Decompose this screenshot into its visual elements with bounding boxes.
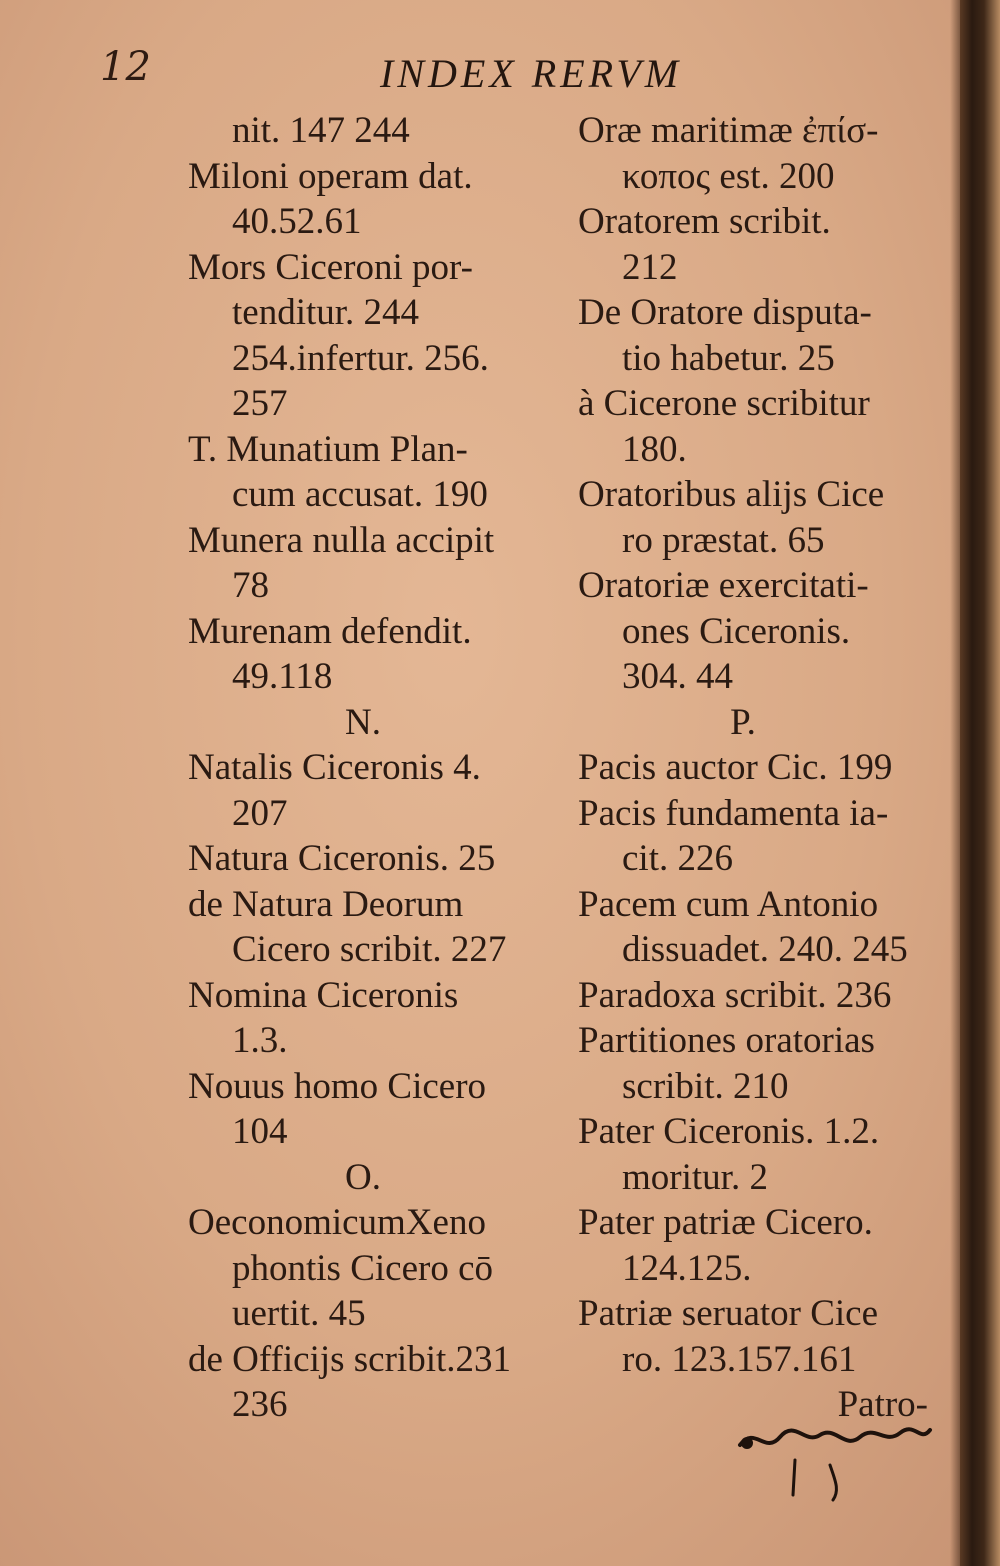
index-line: 257 (232, 383, 288, 424)
index-line: 236 (232, 1384, 288, 1425)
index-line: 124.125. (622, 1247, 752, 1289)
index-line: de Officijs scribit.231 (188, 1338, 512, 1380)
section-letter: P. (730, 701, 756, 743)
index-line: dissuadet. 240. 245 (622, 929, 908, 970)
index-line: ro præstat. 65 (622, 519, 825, 561)
index-line: scribit. 210 (622, 1065, 789, 1107)
index-line: Pater patriæ Cicero. (578, 1202, 873, 1243)
page-number: 12 (100, 44, 151, 90)
index-line: ro. 123.157.161 (622, 1338, 857, 1380)
running-head: INDEX RERVM (380, 51, 683, 96)
index-line: De Oratore disputa- (578, 292, 872, 333)
index-line: Pacis auctor Cic. 199 (578, 747, 893, 788)
index-line: Pater Ciceronis. 1.2. (578, 1111, 880, 1152)
index-line: phontis Cicero cō (232, 1247, 494, 1289)
index-line: Partitiones oratorias (578, 1020, 875, 1061)
index-line: 207 (232, 792, 288, 834)
index-line: uertit. 45 (232, 1293, 366, 1334)
index-line: Oræ maritimæ ἐπίσ- (578, 110, 879, 151)
index-line: Cicero scribit. 227 (232, 929, 507, 970)
index-line: 1.3. (232, 1020, 288, 1061)
index-line: Nouus homo Cicero (188, 1065, 487, 1107)
index-line: Natalis Ciceronis 4. (188, 747, 481, 788)
catchword: Patro- (837, 1384, 928, 1425)
index-line: moritur. 2 (622, 1156, 768, 1198)
index-column-left (188, 108, 558, 1428)
index-line: à Cicerone scribitur (578, 383, 870, 424)
index-line: Natura Ciceronis. 25 (188, 838, 496, 879)
index-line: Pacem cum Antonio (578, 883, 879, 925)
index-line: de Natura Deorum (188, 883, 464, 925)
index-column-right (578, 108, 928, 1428)
index-line: tenditur. 244 (232, 292, 420, 333)
handwritten-signature (735, 1415, 935, 1505)
index-line: Oratoriæ exercitati- (578, 565, 869, 606)
index-line: 180. (622, 428, 687, 470)
index-line: κοπος est. 200 (622, 155, 835, 197)
page-gutter-shadow (950, 0, 960, 1566)
index-line: nit. 147 244 (232, 110, 410, 151)
index-line: 49.118 (232, 656, 333, 697)
index-line: Nomina Ciceronis (188, 974, 459, 1016)
index-line: 254.infertur. 256. (232, 337, 489, 379)
index-line: Paradoxa scribit. 236 (578, 974, 892, 1016)
index-line: Murenam defendit. (188, 610, 472, 652)
index-line: cum accusat. 190 (232, 474, 488, 515)
book-spine (960, 0, 1000, 1566)
index-line: Miloni operam dat. (188, 155, 473, 197)
index-line: 304. 44 (622, 656, 733, 697)
index-line: Munera nulla accipit (188, 519, 495, 561)
index-line: 40.52.61 (232, 201, 362, 242)
index-line: Oratorem scribit. (578, 201, 831, 242)
index-line: Pacis fundamenta ia- (578, 792, 889, 834)
index-line: cit. 226 (622, 838, 733, 879)
index-line: ones Ciceronis. (622, 610, 851, 652)
section-letter: O. (345, 1156, 381, 1198)
index-line: 78 (232, 565, 269, 606)
index-line: 104 (232, 1111, 288, 1152)
section-letter: N. (345, 701, 381, 743)
index-line: T. Munatium Plan- (188, 428, 468, 470)
index-line: Mors Ciceroni por- (188, 246, 473, 288)
index-line: Patriæ seruator Cice (578, 1293, 879, 1334)
index-line: OeconomicumXeno (188, 1202, 486, 1243)
index-line: Oratoribus alijs Cice (578, 474, 885, 515)
index-line: tio habetur. 25 (622, 337, 835, 379)
index-line: 212 (622, 246, 678, 288)
